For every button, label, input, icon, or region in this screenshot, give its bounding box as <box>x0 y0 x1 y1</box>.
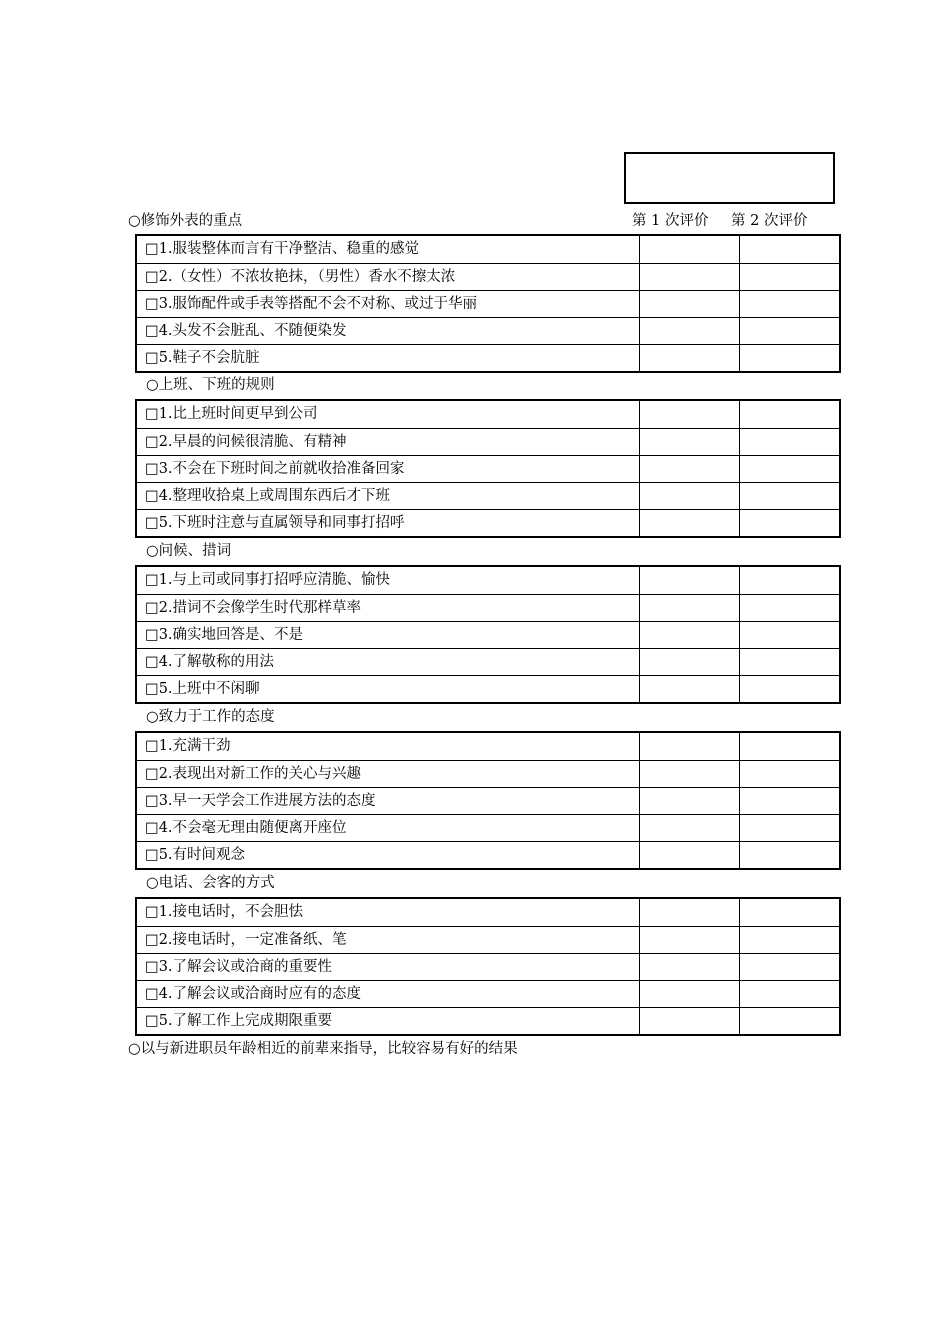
section-heading: ○致力于工作的态度 <box>146 709 275 725</box>
evaluation-cell-1[interactable] <box>640 345 740 371</box>
section-heading: ○修饰外表的重点 <box>128 213 243 229</box>
evaluation-cell-1[interactable] <box>640 483 740 509</box>
checklist-item-label: □5.下班时注意与直属领导和同事打招呼 <box>137 510 640 536</box>
checklist-row <box>137 733 839 760</box>
evaluation-cell-1[interactable] <box>640 676 740 702</box>
evaluation-cell-1[interactable] <box>640 510 740 536</box>
evaluation-cell-2[interactable] <box>740 318 839 344</box>
evaluation-cell-2[interactable] <box>740 429 839 455</box>
checklist-item-label: □1.充满干劲 <box>137 733 640 760</box>
checklist-item-label: □1.接电话时，不会胆怯 <box>137 899 640 926</box>
evaluation-cell-1[interactable] <box>640 429 740 455</box>
evaluation-cell-1[interactable] <box>640 649 740 675</box>
footer-note: ○以与新进职员年龄相近的前辈来指导，比较容易有好的结果 <box>128 1041 518 1057</box>
checklist-row <box>137 899 839 926</box>
evaluation-cell-2[interactable] <box>740 899 839 926</box>
checklist-item-label: □3.早一天学会工作进展方法的态度 <box>137 788 640 814</box>
checklist-item-label: □4.头发不会脏乱、不随便染发 <box>137 318 640 344</box>
checklist-row <box>137 290 839 317</box>
checklist-row <box>137 428 839 455</box>
checklist-row <box>137 675 839 702</box>
checklist-row <box>137 648 839 675</box>
checklist-item-label: □3.不会在下班时间之前就收拾准备回家 <box>137 456 640 482</box>
eval-header-1: 第 1 次评价 <box>632 213 709 229</box>
checklist-row <box>137 236 839 263</box>
evaluation-cell-1[interactable] <box>640 291 740 317</box>
checklist-item-label: □2.（女性）不浓妆艳抹，（男性）香水不擦太浓 <box>137 264 640 290</box>
evaluation-cell-2[interactable] <box>740 401 839 428</box>
evaluation-cell-1[interactable] <box>640 318 740 344</box>
checklist-row <box>137 841 839 868</box>
checklist-row <box>137 401 839 428</box>
checklist-item-label: □4.整理收拾桌上或周围东西后才下班 <box>137 483 640 509</box>
evaluation-cell-2[interactable] <box>740 954 839 980</box>
eval-header-2: 第 2 次评价 <box>731 213 808 229</box>
evaluation-cell-2[interactable] <box>740 981 839 1007</box>
checklist-table <box>135 399 841 538</box>
evaluation-cell-1[interactable] <box>640 401 740 428</box>
section-heading: ○电话、会客的方式 <box>146 875 275 891</box>
checklist-item-label: □1.比上班时间更早到公司 <box>137 401 640 428</box>
checklist-item-label: □2.早晨的问候很清脆、有精神 <box>137 429 640 455</box>
checklist-row <box>137 263 839 290</box>
checklist-item-label: □4.了解敬称的用法 <box>137 649 640 675</box>
checklist-row <box>137 1007 839 1034</box>
checklist-row <box>137 814 839 841</box>
checklist-row <box>137 317 839 344</box>
checklist-row <box>137 760 839 787</box>
checklist-item-label: □5.了解工作上完成期限重要 <box>137 1008 640 1034</box>
checklist-item-label: □1.与上司或同事打招呼应清脆、愉快 <box>137 567 640 594</box>
checklist-item-label: □5.上班中不闲聊 <box>137 676 640 702</box>
checklist-table <box>135 897 841 1036</box>
checklist-item-label: □2.接电话时，一定准备纸、笔 <box>137 927 640 953</box>
checklist-item-label: □4.了解会议或洽商时应有的态度 <box>137 981 640 1007</box>
checklist-item-label: □3.确实地回答是、不是 <box>137 622 640 648</box>
evaluation-cell-1[interactable] <box>640 567 740 594</box>
evaluation-cell-2[interactable] <box>740 236 839 263</box>
checklist-table <box>135 234 841 373</box>
evaluation-cell-1[interactable] <box>640 927 740 953</box>
evaluation-cell-2[interactable] <box>740 483 839 509</box>
evaluation-cell-1[interactable] <box>640 981 740 1007</box>
checklist-item-label: □2.表现出对新工作的关心与兴趣 <box>137 761 640 787</box>
evaluation-cell-2[interactable] <box>740 815 839 841</box>
evaluation-cell-2[interactable] <box>740 567 839 594</box>
checklist-row <box>137 926 839 953</box>
evaluation-cell-2[interactable] <box>740 595 839 621</box>
evaluation-cell-2[interactable] <box>740 622 839 648</box>
evaluation-cell-2[interactable] <box>740 649 839 675</box>
evaluation-cell-1[interactable] <box>640 1008 740 1034</box>
evaluation-cell-2[interactable] <box>740 345 839 371</box>
evaluation-cell-1[interactable] <box>640 236 740 263</box>
evaluation-cell-1[interactable] <box>640 733 740 760</box>
checklist-row <box>137 567 839 594</box>
evaluation-cell-1[interactable] <box>640 595 740 621</box>
evaluation-cell-1[interactable] <box>640 842 740 868</box>
evaluation-cell-2[interactable] <box>740 291 839 317</box>
evaluation-cell-2[interactable] <box>740 733 839 760</box>
evaluation-cell-1[interactable] <box>640 761 740 787</box>
evaluation-cell-2[interactable] <box>740 788 839 814</box>
evaluation-cell-1[interactable] <box>640 622 740 648</box>
checklist-row <box>137 621 839 648</box>
evaluation-cell-2[interactable] <box>740 510 839 536</box>
evaluation-cell-2[interactable] <box>740 676 839 702</box>
checklist-item-label: □3.了解会议或洽商的重要性 <box>137 954 640 980</box>
evaluation-cell-2[interactable] <box>740 842 839 868</box>
evaluation-cell-1[interactable] <box>640 788 740 814</box>
evaluation-cell-1[interactable] <box>640 264 740 290</box>
evaluation-cell-1[interactable] <box>640 456 740 482</box>
section-heading: ○上班、下班的规则 <box>146 377 275 393</box>
checklist-table <box>135 565 841 704</box>
checklist-item-label: □2.措词不会像学生时代那样草率 <box>137 595 640 621</box>
evaluation-cell-1[interactable] <box>640 815 740 841</box>
checklist-item-label: □1.服装整体而言有干净整洁、稳重的感觉 <box>137 236 640 263</box>
checklist-row <box>137 455 839 482</box>
evaluation-cell-2[interactable] <box>740 264 839 290</box>
checklist-table <box>135 731 841 870</box>
checklist-item-label: □5.有时间观念 <box>137 842 640 868</box>
evaluation-cell-1[interactable] <box>640 954 740 980</box>
stamp-box <box>624 152 835 204</box>
checklist-row <box>137 344 839 371</box>
evaluation-cell-2[interactable] <box>740 456 839 482</box>
checklist-row <box>137 509 839 536</box>
evaluation-cell-2[interactable] <box>740 761 839 787</box>
checklist-row <box>137 482 839 509</box>
checklist-row <box>137 787 839 814</box>
evaluation-cell-1[interactable] <box>640 899 740 926</box>
checklist-row <box>137 594 839 621</box>
evaluation-cell-2[interactable] <box>740 927 839 953</box>
checklist-row <box>137 953 839 980</box>
section-heading: ○问候、措词 <box>146 543 232 559</box>
evaluation-cell-2[interactable] <box>740 1008 839 1034</box>
checklist-row <box>137 980 839 1007</box>
checklist-item-label: □4.不会毫无理由随便离开座位 <box>137 815 640 841</box>
checklist-item-label: □5.鞋子不会肮脏 <box>137 345 640 371</box>
checklist-item-label: □3.服饰配件或手表等搭配不会不对称、或过于华丽 <box>137 291 640 317</box>
